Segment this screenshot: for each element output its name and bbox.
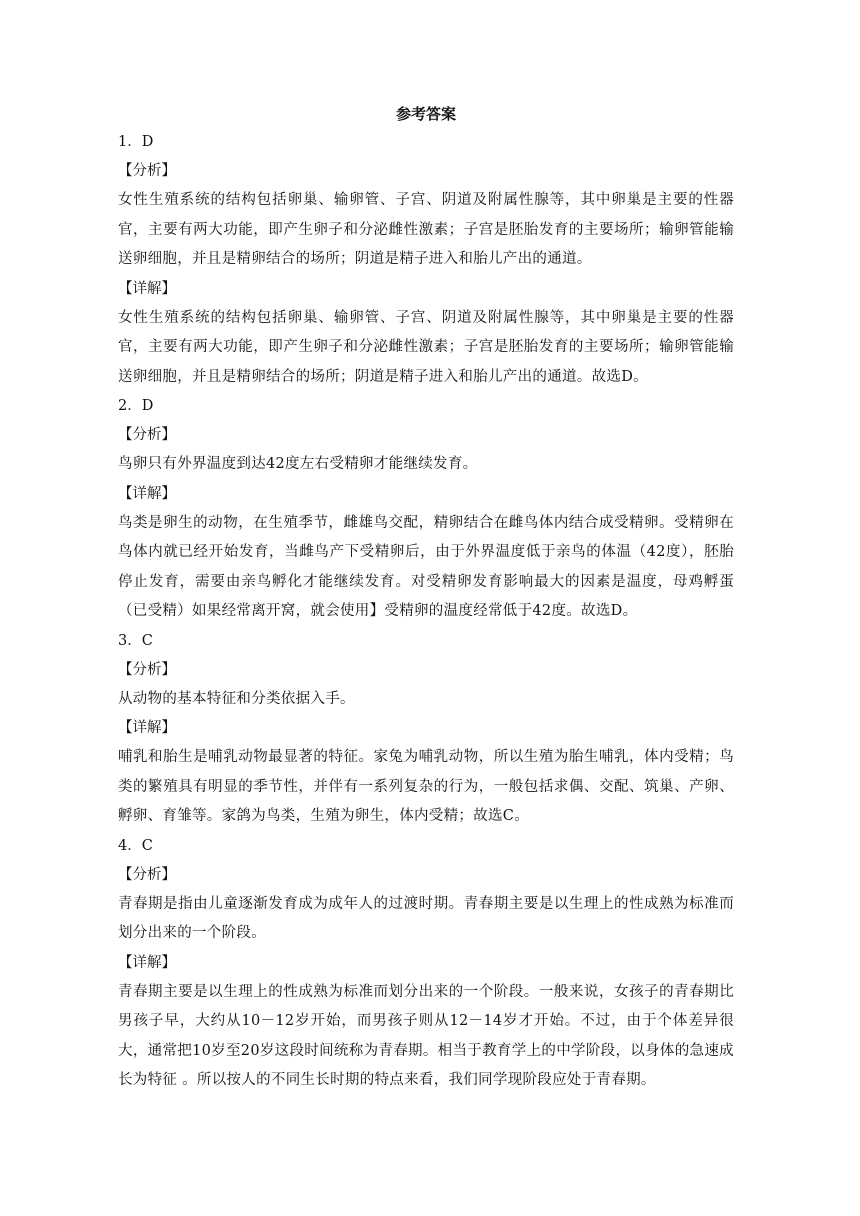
question-number: 2．D xyxy=(118,398,154,414)
detail-label: 【详解】 xyxy=(118,485,176,502)
analysis-text: 女性生殖系统的结构包括卵巢、输卵管、子宫、阴道及附属性腺等，其中卵巢是主要的性器官，主要有两大功能，即产生卵子和分泌雌性激素；子宫是胚胎发育的主要场所；输卵管能输送卵细胞，并且是精卵结合的场所；阴道是精子进入和胎儿产出的通道。 xyxy=(118,192,734,267)
question-3 xyxy=(118,627,734,832)
analysis-text: 青春期是指由儿童逐渐发育成为成年人的过渡时期。青春期主要是以生理上的性成熟为标准而划分出来的一个阶段。 xyxy=(118,895,734,941)
analysis-text: 鸟卵只有外界温度到达42度左右受精卵才能继续发育。 xyxy=(118,456,478,472)
question-number: 3．C xyxy=(118,632,153,649)
question-4 xyxy=(118,832,734,1096)
detail-text: 鸟类是卵生的动物，在生殖季节，雌雄鸟交配，精卵结合在雌鸟体内结合成受精卵。受精卵在鸟体内就已经开始发育，当雌鸟产下受精卵后，由于外界温度低于亲鸟的体温（42度），胚胎停止发育，需要由亲鸟孵化才能继续发育。对受精卵发育影响最大的因素是温度，母鸡孵蛋（已受精）如果经常离开窝，就会使用】受精卵的温度经常低于42度。故选D。 xyxy=(118,514,734,619)
answer-document xyxy=(118,100,734,1096)
detail-label: 【详解】 xyxy=(118,280,176,297)
question-number: 1．D xyxy=(118,134,154,150)
analysis-label: 【分析】 xyxy=(118,427,176,443)
detail-text: 青春期主要是以生理上的性成熟为标准而划分出来的一个阶段。一般来说，女孩子的青春期比男孩子早，大约从10－12岁开始，而男孩子则从12－14岁才开始。不过，由于个体差异很大，通常把10岁至20岁这段时间统称为青春期。相当于教育学上的中学阶段，以身体的急速成长为特征 。所以按人的不同生长时期的特点来看，我们同学现阶段应处于青春期。 xyxy=(118,983,734,1088)
analysis-text: 从动物的基本特征和分类依据入手。 xyxy=(118,690,355,707)
page-title: 参考答案 xyxy=(395,105,456,123)
detail-text: 女性生殖系统的结构包括卵巢、输卵管、子宫、阴道及附属性腺等，其中卵巢是主要的性器官，主要有两大功能，即产生卵子和分泌雌性激素；子宫是胚胎发育的主要场所；输卵管能输送卵细胞，并且是精卵结合的场所；阴道是精子进入和胎儿产出的通道。故选D。 xyxy=(118,309,734,385)
analysis-label: 【分析】 xyxy=(118,163,176,179)
analysis-label: 【分析】 xyxy=(118,866,176,883)
detail-label: 【详解】 xyxy=(118,954,176,971)
question-number: 4．C xyxy=(118,837,153,854)
detail-text: 哺乳和胎生是哺乳动物最显著的特征。家兔为哺乳动物，所以生殖为胎生哺乳，体内受精；鸟类的繁殖具有明显的季节性，并伴有一系列复杂的行为，一般包括求偶、交配、筑巢、产卵、孵卵、育雏等。家鸽为鸟类，生殖为卵生，体内受精；故选C。 xyxy=(118,749,734,824)
analysis-label: 【分析】 xyxy=(118,661,176,678)
question-1 xyxy=(118,128,734,392)
question-2 xyxy=(118,392,734,627)
detail-label: 【详解】 xyxy=(118,720,176,736)
